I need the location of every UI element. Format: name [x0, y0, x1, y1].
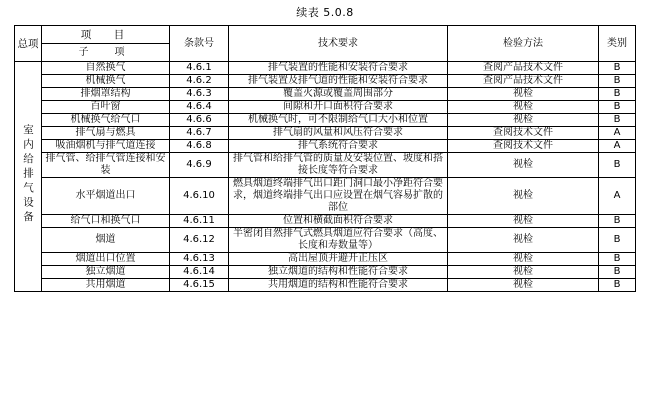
row-category: B [599, 88, 636, 101]
row-clause: 4.6.10 [170, 178, 229, 215]
row-category: B [599, 62, 636, 75]
row-category: B [599, 215, 636, 228]
row-category: A [599, 140, 636, 153]
row-sub: 机械换气给气口 [42, 114, 170, 127]
row-requirement: 机械换气时，可不限制给气口大小和位置 [229, 114, 448, 127]
row-requirement: 半密闭自然排气式燃具烟道应符合要求（高度、长度和寿数量等） [229, 228, 448, 253]
table-row [15, 88, 636, 101]
table-row [15, 75, 636, 88]
row-requirement: 排气装置及排气道的性能和安装符合要求 [229, 75, 448, 88]
table-caption: 续表 5.0.8 [296, 6, 354, 19]
table-row [15, 228, 636, 253]
table-header-row-1 [15, 26, 636, 44]
group-label-cell [15, 62, 42, 292]
row-sub: 水平烟道出口 [42, 178, 170, 215]
row-requirement: 排气扇的风量和风压符合要求 [229, 127, 448, 140]
row-clause: 4.6.15 [170, 279, 229, 292]
row-clause: 4.6.6 [170, 114, 229, 127]
row-method: 查阅产品技术文件 [448, 75, 599, 88]
row-category: A [599, 178, 636, 215]
row-requirement: 排气装置的性能和安装符合要求 [229, 62, 448, 75]
row-category: B [599, 101, 636, 114]
row-category: B [599, 279, 636, 292]
row-method: 视检 [448, 88, 599, 101]
row-sub: 共用烟道 [42, 279, 170, 292]
header-item-col: 项 目 [42, 26, 170, 44]
row-method: 视检 [448, 101, 599, 114]
row-sub: 烟道 [42, 228, 170, 253]
header-requirement-col: 技术要求 [229, 26, 448, 62]
row-category: B [599, 266, 636, 279]
row-clause: 4.6.11 [170, 215, 229, 228]
row-method: 查阅技术文件 [448, 127, 599, 140]
row-category: B [599, 253, 636, 266]
row-requirement: 排气系统符合要求 [229, 140, 448, 153]
row-sub: 机械换气 [42, 75, 170, 88]
row-method: 视检 [448, 266, 599, 279]
row-sub: 吸油烟机与排气道连接 [42, 140, 170, 153]
row-sub: 给气口和换气口 [42, 215, 170, 228]
row-requirement: 位置和横截面积符合要求 [229, 215, 448, 228]
row-method: 查阅技术文件 [448, 140, 599, 153]
header-sub-col: 子 项 [42, 44, 170, 62]
header-method-col: 检验方法 [448, 26, 599, 62]
table-row [15, 279, 636, 292]
row-clause: 4.6.2 [170, 75, 229, 88]
row-clause: 4.6.8 [170, 140, 229, 153]
table-body [15, 26, 636, 292]
row-clause: 4.6.13 [170, 253, 229, 266]
row-clause: 4.6.3 [170, 88, 229, 101]
row-method: 视检 [448, 178, 599, 215]
row-category: B [599, 153, 636, 178]
row-method: 视检 [448, 279, 599, 292]
row-category: B [599, 114, 636, 127]
row-method: 视检 [448, 253, 599, 266]
row-sub: 自然换气 [42, 62, 170, 75]
row-method: 查阅产品技术文件 [448, 62, 599, 75]
table-row [15, 266, 636, 279]
group-label-text: 室内给排气设备 [22, 124, 34, 226]
row-requirement: 间隙和开口面积符合要求 [229, 101, 448, 114]
table-row [15, 153, 636, 178]
table-row [15, 140, 636, 153]
row-requirement: 排气管和给排气管的质量及安装位置、坡度和搭接长度等符合要求 [229, 153, 448, 178]
row-requirement: 燃具烟道终端排气出口距门洞口最小净距符合要求，烟道终端排气出口应设置在烟气容易扩散的部位 [229, 178, 448, 215]
row-sub: 排烟罩结构 [42, 88, 170, 101]
row-clause: 4.6.9 [170, 153, 229, 178]
table-row [15, 114, 636, 127]
row-sub: 独立烟道 [42, 266, 170, 279]
table-row [15, 62, 636, 75]
row-clause: 4.6.1 [170, 62, 229, 75]
header-group-col: 总项 [15, 26, 42, 62]
row-clause: 4.6.14 [170, 266, 229, 279]
header-category-col: 类别 [599, 26, 636, 62]
row-method: 视检 [448, 153, 599, 178]
table-row [15, 253, 636, 266]
table-row [15, 215, 636, 228]
row-requirement: 共用烟道的结构和性能符合要求 [229, 279, 448, 292]
row-category: B [599, 228, 636, 253]
table-row [15, 101, 636, 114]
row-clause: 4.6.4 [170, 101, 229, 114]
row-clause: 4.6.12 [170, 228, 229, 253]
header-clause-col: 条款号 [170, 26, 229, 62]
row-category: A [599, 127, 636, 140]
row-method: 视检 [448, 215, 599, 228]
row-requirement: 独立烟道的结构和性能符合要求 [229, 266, 448, 279]
row-sub: 排气管、给排气管连接和安装 [42, 153, 170, 178]
row-sub: 排气扇与燃具 [42, 127, 170, 140]
row-method: 视检 [448, 114, 599, 127]
row-sub: 烟道出口位置 [42, 253, 170, 266]
inspection-table [14, 25, 636, 292]
row-sub: 百叶窗 [42, 101, 170, 114]
row-clause: 4.6.7 [170, 127, 229, 140]
row-method: 视检 [448, 228, 599, 253]
row-category: B [599, 75, 636, 88]
table-row [15, 178, 636, 215]
row-requirement: 覆盖火源或覆盖周围部分 [229, 88, 448, 101]
row-requirement: 高出屋顶并避开正压区 [229, 253, 448, 266]
table-row [15, 127, 636, 140]
